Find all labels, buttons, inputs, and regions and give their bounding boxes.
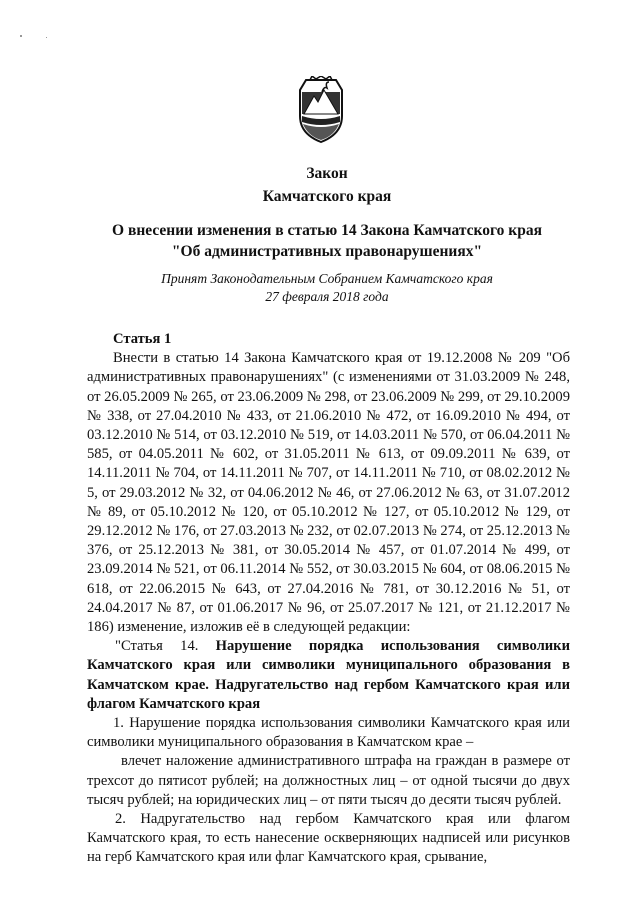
kamchatka-coat-of-arms-icon — [296, 76, 346, 144]
article-heading: Статья 1 — [113, 331, 172, 347]
quote-title: Нарушение порядка использования символики Камчатского края или символики муниципального образования в Камчатском крае. Надругательство над гербом Камчатского края или флагом Камчатского края — [87, 638, 571, 712]
article-quote-heading — [87, 637, 570, 714]
law-title — [60, 162, 594, 208]
law-title-line2: Камчатского края — [262, 188, 392, 205]
law-title-line1: Закон — [306, 165, 348, 182]
quote-prefix: "Статья 14. — [115, 638, 199, 655]
scan-speck — [20, 35, 22, 37]
law-subject-line2: "Об административных правонарушениях" — [171, 243, 483, 260]
article-intro: Внести в статью 14 Закона Камчатского края от 19.12.2008 № 209 "Об административных правонарушениях" (с изменениями от 31.03.2009 № 248, от 26.05.2009 № 265, от 23.06.2009 № 298, от 23.06.2009 № 299, от 29.10.2009 № 338, от 27.04.2010 № 433, от 21.06.2010 № 472, от 16.09.2010 № 494, от 03.12.2010 № 514, от 03.12.2010 № 519, от 14.03.2011 № 570, от 06.04.2011 № 585, от 04.05.2011 № 602, от 31.05.2011 № 613, от 09.09.2011 № 639, от 14.11.2011 № 704, от 14.11.2011 № 707, от 14.11.2011 № 710, от 08.02.2012 № 5, от 29.03.2012 № 32, от 04.06.2012 № 46, от 27.06.2012 № 63, от 31.07.2012 № 89, от 05.10.2012 № 120, от 05.10.2012 № 127, от 05.10.2012 № 129, от 29.12.2012 № 176, от 27.03.2013 № 232, от 02.07.2013 № 274, от 25.12.2013 № 376, от 25.12.2013 № 381, от 30.05.2014 № 457, от 01.07.2014 № 499, от 23.09.2014 № 521, от 06.11.2014 № 552, от 30.03.2015 № 604, от 08.06.2015 № 618, от 22.06.2015 № 643, от 27.04.2016 № 781, от 30.12.2016 № 51, от 24.04.2017 № 87, от 01.06.2017 № 96, от 25.07.2017 № 121, от 21.12.2017 № 186) изменение, изложив её в следующей редакции: — [87, 350, 570, 636]
law-subject — [60, 220, 594, 262]
paragraph-1: 1. Нарушение порядка использования символики Камчатского края или символики муниципального образования в Камчатском крае – — [87, 715, 570, 751]
adoption-note — [60, 270, 594, 306]
adoption-note-line1: Принят Законодательным Собранием Камчатского края — [161, 271, 493, 286]
paragraph-2: 2. Надругательство над гербом Камчатского края или флагом Камчатского края, то есть нанесение оскверняющих надписей или рисунков на герб Камчатского края или флаг Камчатского края, срывание, — [87, 811, 570, 866]
scan-speck — [46, 37, 47, 38]
law-subject-line1: О внесении изменения в статью 14 Закона Камчатского края — [112, 222, 542, 239]
paragraph-1-penalty: влечет наложение административного штрафа на граждан в размере от трехсот до пятисот рублей; на должностных лиц – от одной тысячи до двух тысяч рублей; на юридических лиц – от пяти тысяч до десяти тысяч рублей. — [87, 753, 570, 808]
article-body — [87, 330, 570, 868]
adoption-note-line2: 27 февраля 2018 года — [265, 289, 389, 304]
